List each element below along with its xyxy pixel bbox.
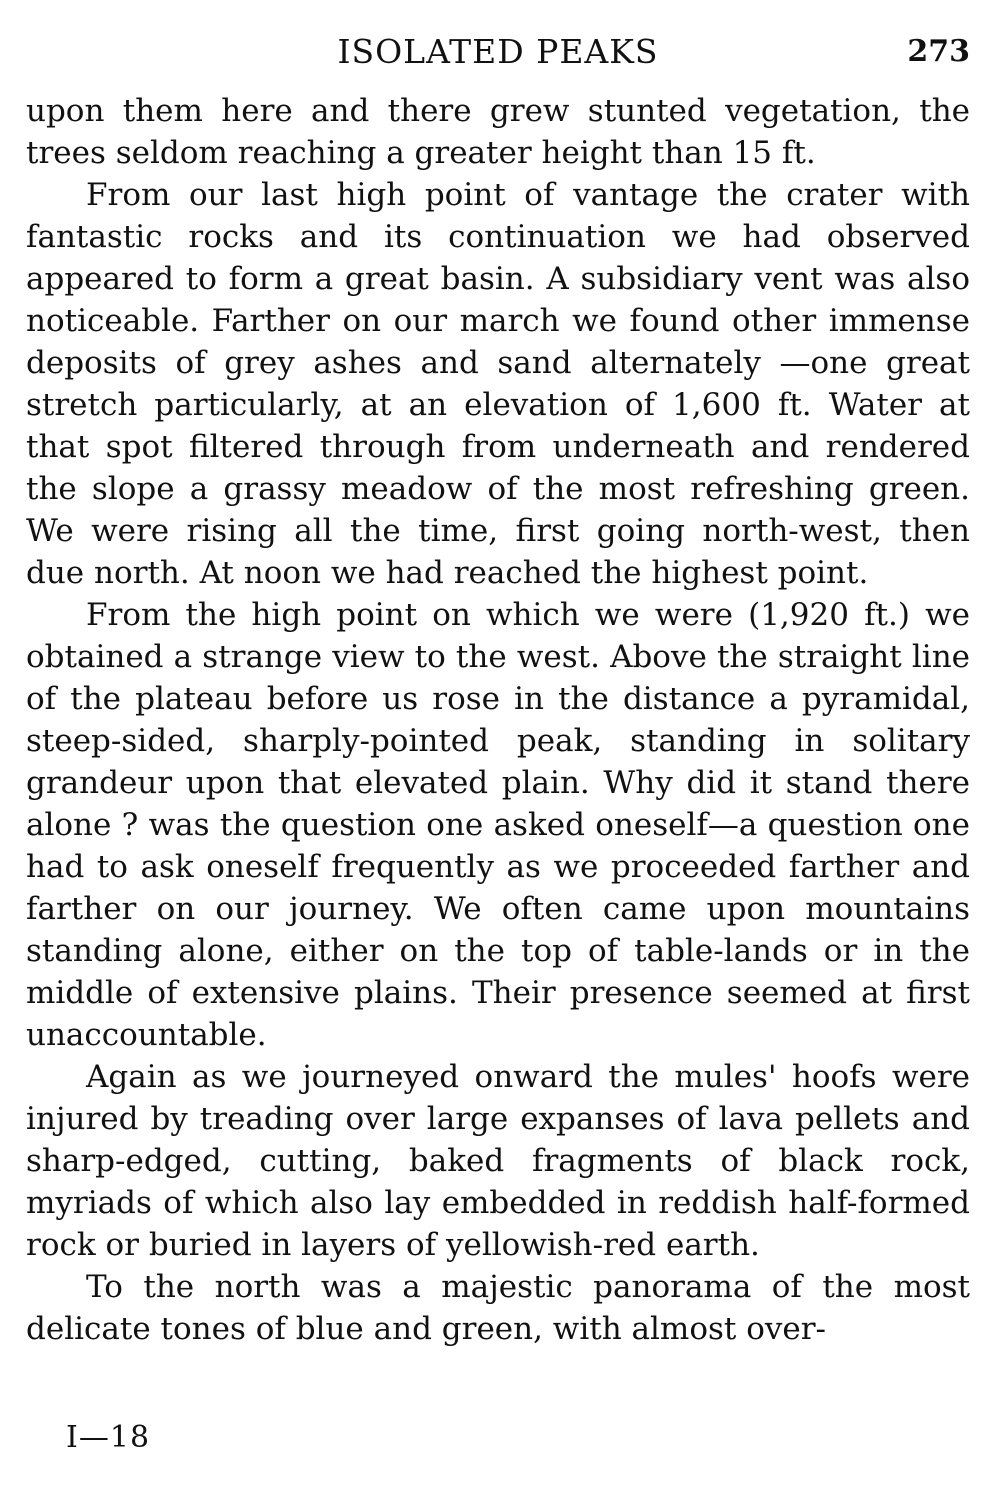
- running-title: ISOLATED PEAKS: [337, 32, 659, 71]
- running-head: [26, 30, 970, 78]
- paragraph-lava: Again as we journeyed onward the mules' hoofs were injured by treading over large expanses of lava pellets and sharp-edged, cutting, baked fragments of black rock, myriads of which also lay embedded in reddish half-formed rock or buried in layers of yellowish-red earth.: [26, 1059, 970, 1263]
- paragraph-high-point: From the high point on which we were (1,920 ft.) we obtained a strange view to the west. Above the straight line of the plateau before us rose in the distance a pyramidal, steep-sided, sharply-pointed peak, standing in solitary grandeur upon that elevated plain. Why did it stand there alone ? was the question one asked oneself—a question one had to ask oneself frequently as we proceeded farther and farther on our journey. We often came upon mountains standing alone, either on the top of table-lands or in the middle of extensive plains. Their presence seemed at first unaccountable.: [26, 597, 970, 1053]
- body-text: [26, 90, 970, 1350]
- paragraph-continuation: upon them here and there grew stunted vegetation, the trees seldom reaching a greater height than 15 ft.: [26, 93, 970, 171]
- page-number: 273: [907, 34, 970, 69]
- book-page: [26, 30, 970, 1490]
- paragraph-crater: From our last high point of vantage the crater with fantastic rocks and its continuation we had observed appeared to form a great basin. A subsidiary vent was also noticeable. Farther on our march we found other immense deposits of grey ashes and sand alternately —one great stretch particularly, at an elevation of 1,600 ft. Water at that spot filtered through from underneath and rendered the slope a grassy meadow of the most refreshing green. We were rising all the time, first going north-west, then due north. At noon we had reached the highest point.: [26, 177, 970, 591]
- printer-signature: I—18: [66, 1420, 151, 1455]
- paragraph-panorama: To the north was a majestic panorama of the most delicate tones of blue and green, with almost over-: [26, 1269, 970, 1347]
